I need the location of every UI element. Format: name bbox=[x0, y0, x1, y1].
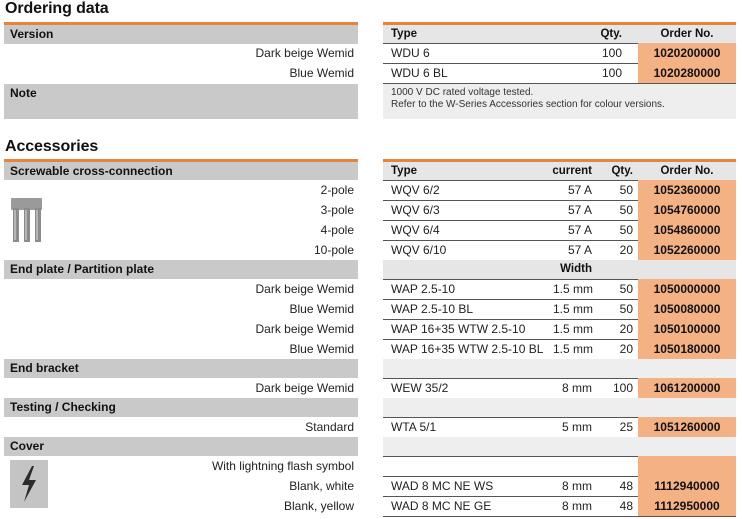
acc-current: 57 A bbox=[567, 183, 592, 197]
acc-width: 8 mm bbox=[562, 381, 592, 395]
acc-type: WAP 2.5-10 bbox=[391, 282, 456, 296]
version-header: Version bbox=[4, 25, 358, 44]
col-width: Width bbox=[560, 263, 592, 275]
acc-type: WEW 35/2 bbox=[391, 381, 449, 395]
version-blue: Blue Wemid bbox=[289, 66, 354, 80]
acc-qty: 48 bbox=[619, 479, 633, 493]
col-type: Type bbox=[391, 165, 417, 177]
acc-type: WQV 6/2 bbox=[391, 183, 440, 197]
acc-type: WQV 6/3 bbox=[391, 203, 440, 217]
acc-width: 5 mm bbox=[562, 420, 592, 434]
acc-current: 57 A bbox=[567, 223, 592, 237]
endplate-header: End plate / Partition plate bbox=[4, 260, 358, 279]
accessory-item: 2-pole bbox=[320, 183, 354, 197]
col-type: Type bbox=[391, 28, 417, 40]
accessory-item: Blue Wemid bbox=[289, 302, 354, 316]
acc-type: WAD 8 MC NE WS bbox=[391, 479, 494, 493]
acc-type: WAP 16+35 WTW 2.5-10 bbox=[391, 322, 526, 336]
acc-qty: 50 bbox=[619, 203, 633, 217]
screwable-header: Screwable cross-connection bbox=[4, 162, 358, 180]
note-line: Refer to the W-Series Accessories section for colour versions. bbox=[391, 99, 665, 110]
acc-qty: 50 bbox=[619, 183, 633, 197]
order-row-qty: 100 bbox=[601, 66, 622, 80]
acc-width: 1.5 mm bbox=[553, 342, 594, 356]
order-row-type: WDU 6 bbox=[391, 46, 430, 60]
accessory-item: Blue Wemid bbox=[289, 342, 354, 356]
acc-width: 1.5 mm bbox=[553, 282, 594, 296]
accessory-item: 4-pole bbox=[320, 223, 354, 237]
divider bbox=[383, 516, 736, 517]
endbracket-header: End bracket bbox=[4, 359, 358, 378]
spacer bbox=[383, 437, 736, 456]
note-header: Note bbox=[4, 84, 358, 119]
order-row-qty: 100 bbox=[601, 46, 622, 60]
col-current: current bbox=[552, 165, 592, 177]
accessory-item: Standard bbox=[305, 420, 354, 434]
acc-qty: 100 bbox=[612, 381, 633, 395]
spacer bbox=[383, 359, 736, 378]
acc-type: WTA 5/1 bbox=[391, 420, 437, 434]
order-number: 1050100000 bbox=[638, 319, 736, 339]
note-line: 1000 V DC rated voltage tested. bbox=[391, 87, 534, 98]
order-number: 1050080000 bbox=[638, 299, 736, 319]
accessory-item: 3-pole bbox=[320, 203, 354, 217]
acc-current: 57 A bbox=[567, 203, 592, 217]
accessory-item: Dark beige Wemid bbox=[255, 282, 354, 296]
order-number: 1052360000 bbox=[638, 180, 736, 200]
accessory-item: Dark beige Wemid bbox=[255, 322, 354, 336]
accessory-item: Dark beige Wemid bbox=[255, 381, 354, 395]
cover-header: Cover bbox=[4, 437, 358, 456]
col-qty: Qty. bbox=[600, 28, 622, 40]
version-dark-beige: Dark beige Wemid bbox=[255, 46, 354, 60]
order-number: 1020280000 bbox=[638, 63, 736, 83]
acc-current: 57 A bbox=[567, 243, 592, 257]
acc-qty: 25 bbox=[619, 420, 633, 434]
acc-type: WAP 2.5-10 BL bbox=[391, 302, 474, 316]
order-number: 1050000000 bbox=[638, 279, 736, 299]
accessory-item: Blank, yellow bbox=[283, 499, 354, 513]
acc-width: 8 mm bbox=[562, 479, 592, 493]
ordering-heading: Ordering data bbox=[5, 0, 109, 17]
acc-type: WQV 6/4 bbox=[391, 223, 440, 237]
testing-header: Testing / Checking bbox=[4, 398, 358, 417]
order-number: 1054860000 bbox=[638, 220, 736, 240]
order-number: 1020200000 bbox=[638, 43, 736, 63]
order-row-type: WDU 6 BL bbox=[391, 66, 448, 80]
acc-type: WAP 16+35 WTW 2.5-10 BL bbox=[391, 342, 544, 356]
accessory-item: Blank, white bbox=[289, 479, 354, 493]
spacer bbox=[383, 398, 736, 417]
col-order: Order No. bbox=[660, 165, 714, 177]
acc-qty: 20 bbox=[619, 342, 633, 356]
order-number-empty bbox=[638, 456, 736, 476]
accessory-item: 10-pole bbox=[313, 243, 354, 257]
acc-qty: 50 bbox=[619, 282, 633, 296]
acc-qty: 20 bbox=[619, 322, 633, 336]
acc-qty: 50 bbox=[619, 302, 633, 316]
acc-type: WAD 8 MC NE GE bbox=[391, 499, 492, 513]
order-number: 1054760000 bbox=[638, 200, 736, 220]
acc-qty: 48 bbox=[619, 499, 633, 513]
acc-width: 1.5 mm bbox=[553, 322, 594, 336]
order-number: 1061200000 bbox=[638, 378, 736, 398]
acc-qty: 50 bbox=[619, 223, 633, 237]
acc-type: WQV 6/10 bbox=[391, 243, 447, 257]
col-order: Order No. bbox=[660, 28, 714, 40]
col-qty: Qty. bbox=[611, 165, 633, 177]
order-number: 1112950000 bbox=[638, 496, 736, 516]
accessories-heading: Accessories bbox=[5, 138, 99, 155]
acc-qty: 20 bbox=[619, 243, 633, 257]
accessory-item: With lightning flash symbol bbox=[211, 459, 354, 473]
acc-width: 1.5 mm bbox=[553, 302, 594, 316]
order-number: 1051260000 bbox=[638, 417, 736, 437]
order-number: 1050180000 bbox=[638, 339, 736, 359]
acc-width: 8 mm bbox=[562, 499, 592, 513]
order-number: 1112940000 bbox=[638, 476, 736, 496]
order-number: 1052260000 bbox=[638, 240, 736, 260]
